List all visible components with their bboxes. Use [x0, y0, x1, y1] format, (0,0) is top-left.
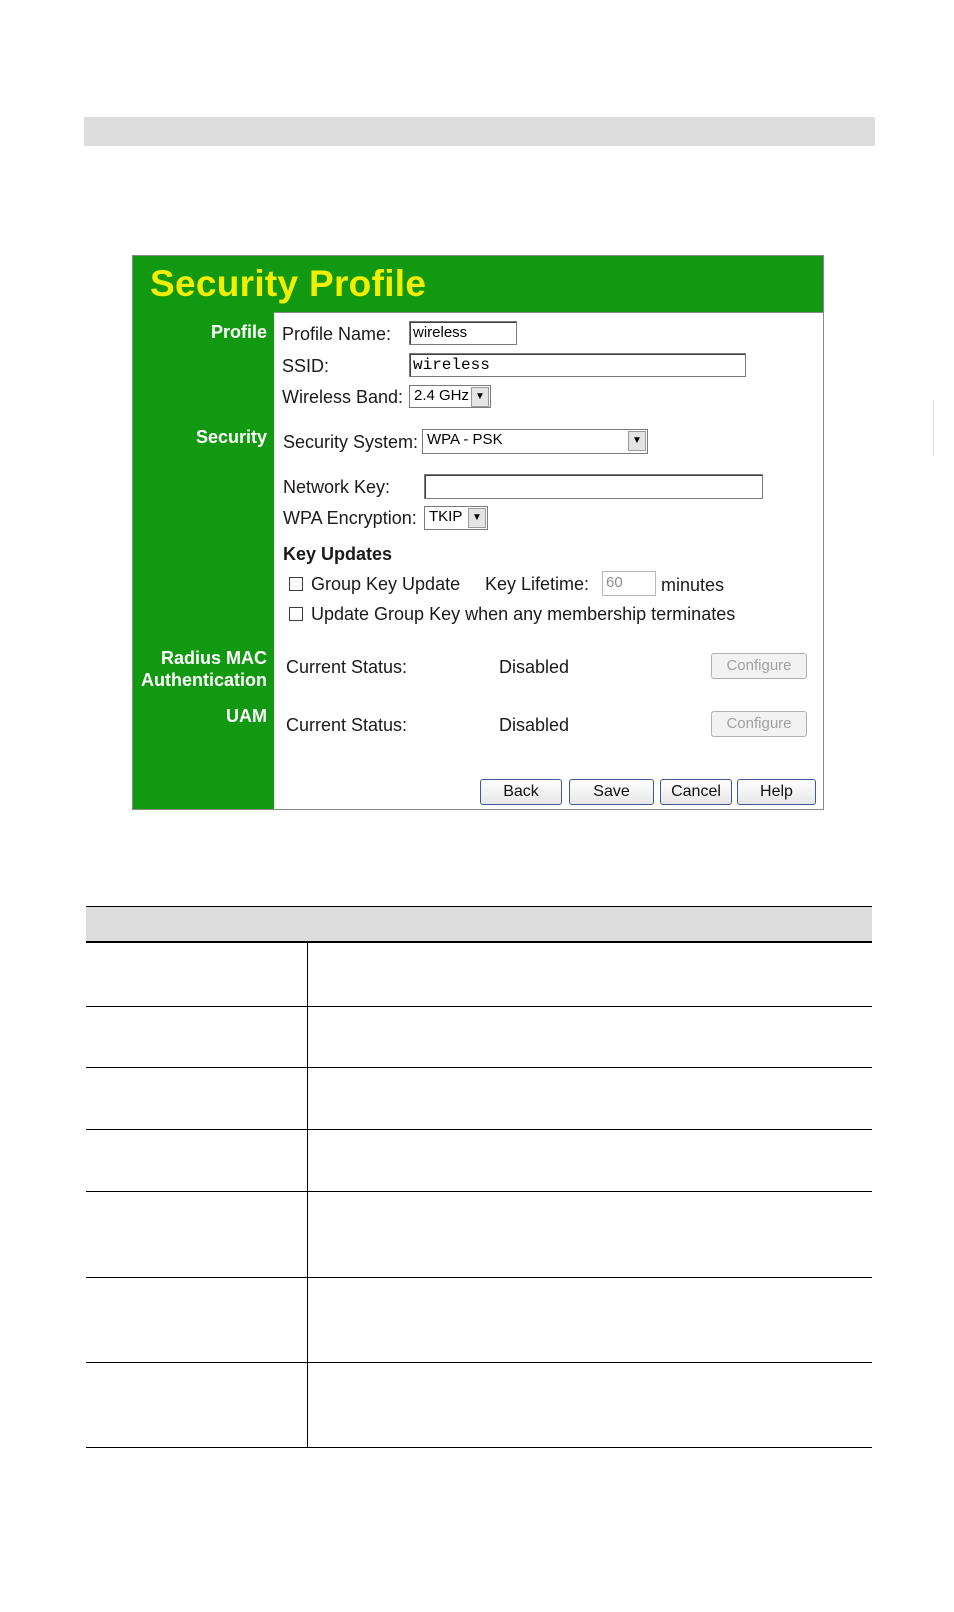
security-profile-panel — [132, 255, 824, 810]
section-label-radius-line2: Authentication — [141, 670, 267, 690]
form-content — [274, 312, 823, 809]
key-updates-heading: Key Updates — [283, 544, 393, 564]
save-button[interactable]: Save — [569, 779, 654, 805]
key-lifetime-label: Key Lifetime: — [485, 574, 590, 594]
update-on-terminate-label: Update Group Key when any membership terminates — [311, 604, 736, 624]
update-on-terminate-checkbox[interactable] — [289, 607, 303, 621]
section-label-profile: Profile — [210, 322, 267, 342]
profile-name-label: Profile Name: — [282, 324, 392, 344]
radius-status-value: Disabled — [499, 657, 570, 677]
section-label-radius-mac — [141, 647, 267, 691]
security-system-value: WPA - PSK — [427, 431, 503, 448]
section-label-uam: UAM — [226, 706, 267, 726]
table-row — [86, 1277, 872, 1278]
wireless-band-label: Wireless Band: — [282, 387, 404, 407]
uam-status-label: Current Status: — [286, 715, 408, 735]
profile-name-input[interactable]: wireless — [409, 321, 517, 345]
table-row — [86, 1067, 872, 1068]
ssid-label: SSID: — [282, 356, 330, 376]
chevron-down-icon[interactable]: ▼ — [471, 387, 489, 407]
section-sidebar — [133, 312, 274, 809]
help-button[interactable]: Help — [737, 779, 816, 805]
ssid-input[interactable]: wireless — [409, 353, 746, 377]
cancel-button[interactable]: Cancel — [660, 779, 732, 805]
table-column-divider — [307, 943, 308, 1448]
page-title: Security Profile — [150, 263, 427, 304]
security-system-label: Security System: — [283, 432, 419, 452]
table-row — [86, 1006, 872, 1007]
uam-status-value: Disabled — [499, 715, 570, 735]
uam-configure-button[interactable]: Configure — [711, 711, 807, 737]
security-system-select[interactable] — [422, 429, 648, 454]
form-scroll-edge — [933, 400, 940, 456]
chevron-down-icon[interactable]: ▼ — [628, 431, 646, 451]
group-key-update-label: Group Key Update — [311, 574, 461, 594]
wpa-encryption-value: TKIP — [429, 508, 463, 525]
document-header-bar — [84, 117, 875, 146]
wireless-band-value: 2.4 GHz — [414, 387, 470, 404]
network-key-input[interactable] — [424, 474, 763, 499]
minutes-label: minutes — [661, 575, 725, 595]
panel-header — [133, 256, 823, 312]
chevron-down-icon[interactable]: ▼ — [468, 508, 486, 528]
table-row — [86, 1191, 872, 1192]
radius-status-label: Current Status: — [286, 657, 408, 677]
back-button[interactable]: Back — [480, 779, 562, 805]
key-lifetime-input[interactable]: 60 — [602, 571, 656, 596]
wireless-band-select[interactable] — [409, 385, 491, 408]
table-row — [86, 1129, 872, 1130]
section-label-radius-line1: Radius MAC — [160, 648, 267, 668]
group-key-update-checkbox[interactable] — [289, 577, 303, 591]
table-row — [86, 1362, 872, 1363]
table-row — [86, 1447, 872, 1448]
radius-configure-button[interactable]: Configure — [711, 653, 807, 679]
wpa-encryption-label: WPA Encryption: — [283, 508, 417, 528]
network-key-label: Network Key: — [283, 477, 391, 497]
table-header — [86, 906, 872, 943]
wpa-encryption-select[interactable] — [424, 506, 488, 530]
section-label-security: Security — [195, 427, 267, 447]
